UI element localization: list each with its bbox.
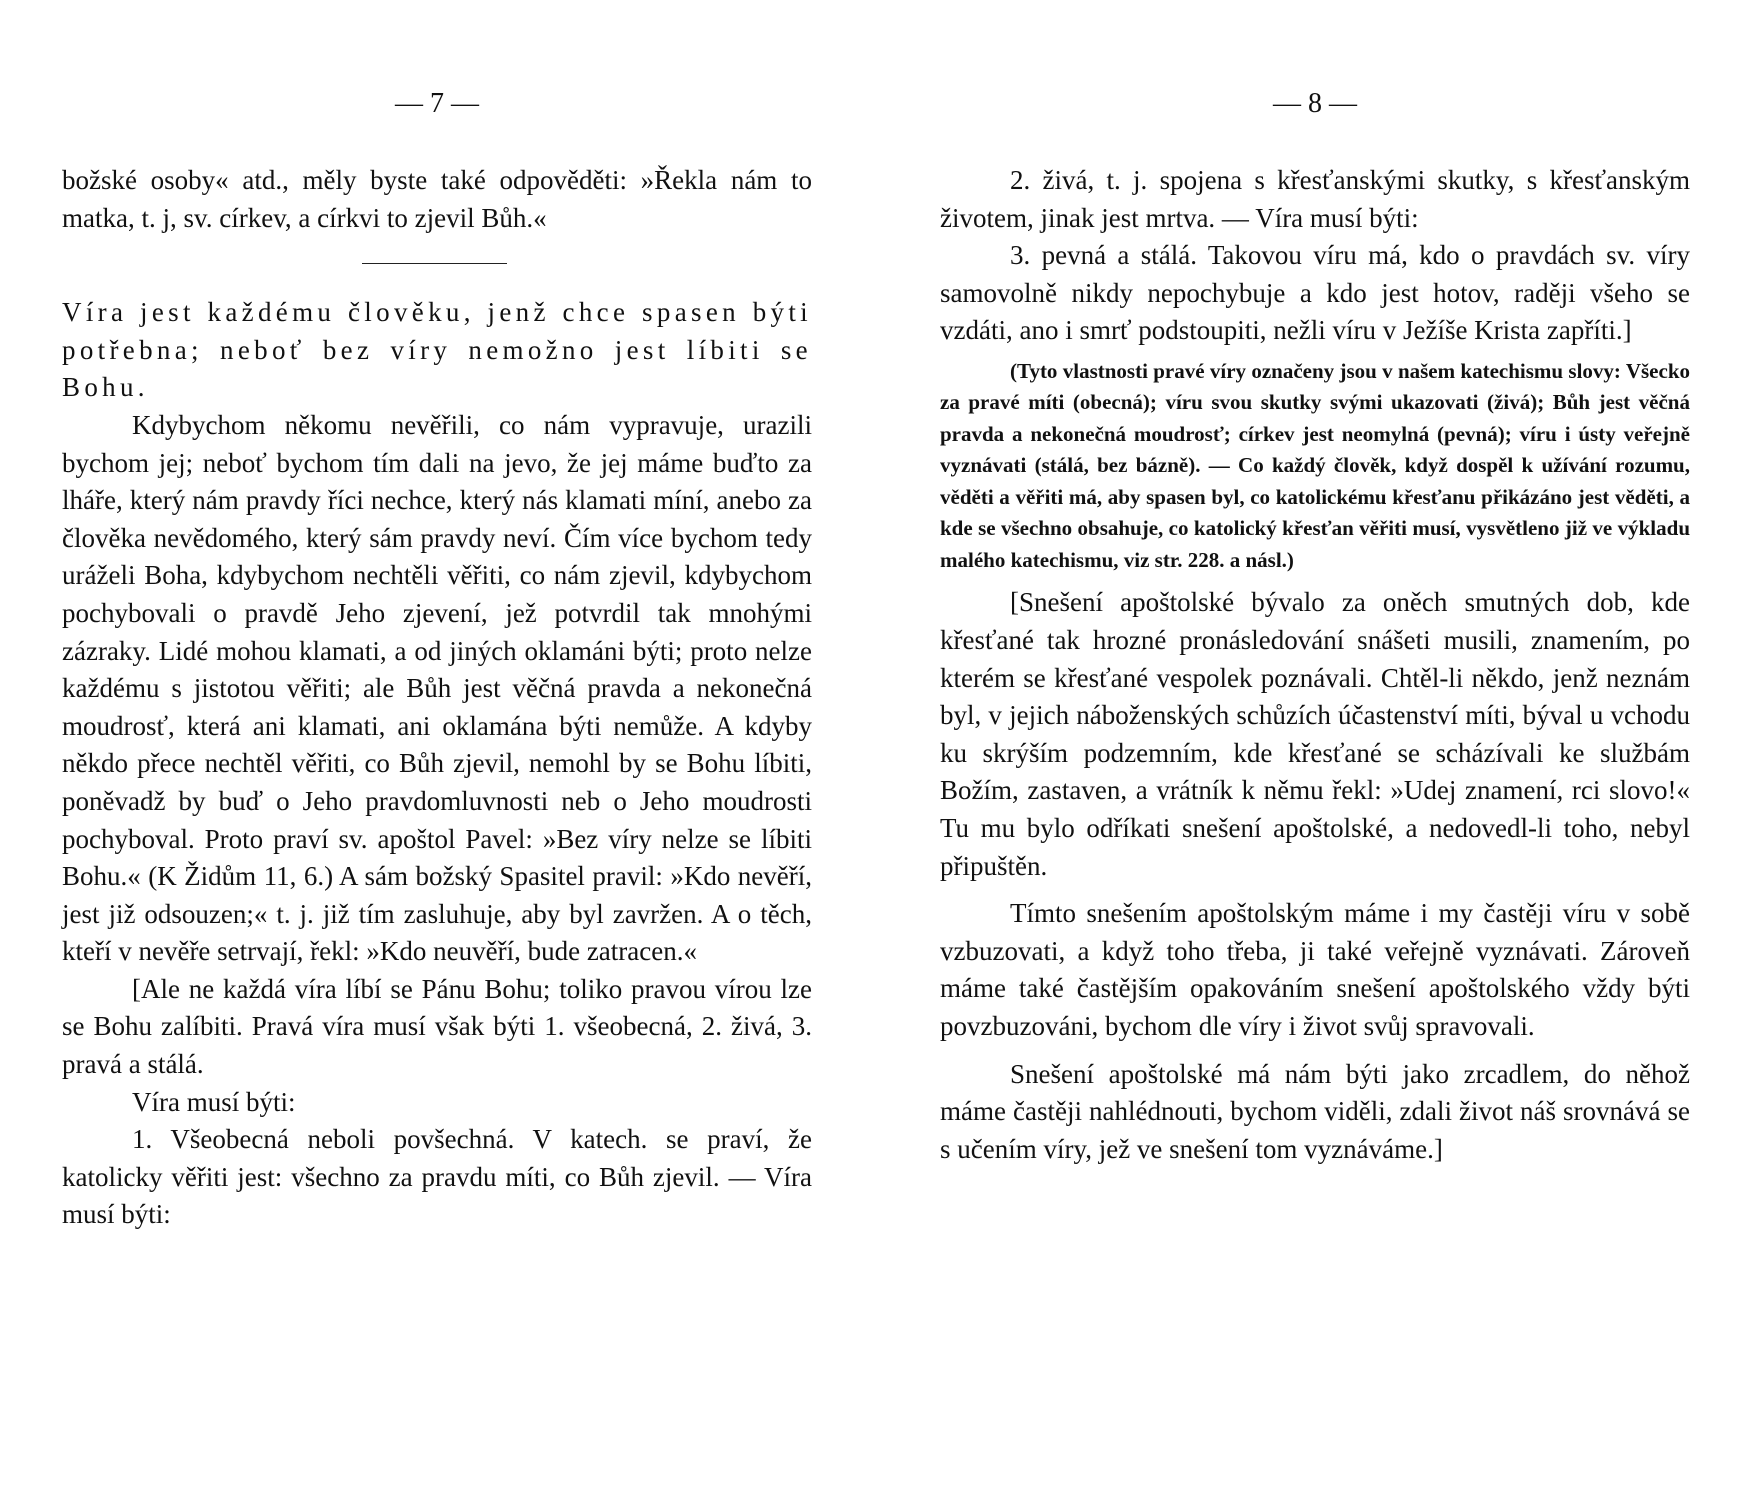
section-heading: Víra jest každému člověku, jenž chce spasen býti potřebna; neboť bez víry nemožno jest líbiti se Bohu. bbox=[62, 297, 812, 403]
paragraph: [Snešení apoštolské bývalo za oněch smutných dob, kde křesťané tak hrozné pronásledování snášeti musili, znamením, po kterém se křesťané vespolek poznávali. Chtěl-li někdo, jenž neznám byl, v jejich náboženských schůzích účastenství míti, býval u vchodu ku skrýším podzemním, kde křesťané se scházívali ke službám Božím, zastaven, a vrátník k němu řekl: »Udej znamení, rci slovo!« Tu mu bylo odříkati snešení apoštolské, a nedovedl-li toho, nebyl připuštěn. bbox=[940, 587, 1690, 881]
paragraph: 1. Všeobecná neboli povšechná. V katech. se praví, že katolicky věřiti jest: všechno za pravdu míti, co Bůh zjevil. — Víra musí býti: bbox=[62, 1124, 812, 1230]
page-text bbox=[62, 162, 812, 1234]
paragraph: božské osoby« atd., měly byste také odpověděti: »Řekla nám to matka, t. j, sv. církev, a církvi to zjevil Bůh.« bbox=[62, 165, 812, 233]
page-number: — 8 — bbox=[1273, 88, 1357, 119]
footnote-paragraph: (Tyto vlastnosti pravé víry označeny jsou v našem katechismu slovy: Všecko za pravé míti (obecná); víru svou skutky svými ukazovati (živá); Bůh jest věčná pravda a nekonečná moudrosť; církev jest neomylná (pevná); víru i ústy veřejně vyznávati (stálá, bez bázně). — Co každý člověk, když dospěl k užívání rozumu, věděti a věřiti má, aby spasen byl, co katolickému křesťanu přikázáno jest věděti, a kde se všechno obsahuje, co katolický křesťan věřiti musí, vysvětleno již ve výkladu malého katechismu, viz str. 228. a násl.) bbox=[940, 358, 1690, 572]
paragraph: Tímto snešením apoštolským máme i my častěji víru v sobě vzbuzovati, a když toho třeba, ji také veřejně vyznávati. Zároveň máme také častějším opakováním snešení apoštolského vždy býti povzbuzováni, bychom dle víry i život svůj spravovali. bbox=[940, 898, 1690, 1041]
right-page bbox=[940, 0, 1690, 1500]
section-divider bbox=[362, 263, 507, 264]
paragraph: Kdybychom někomu nevěřili, co nám vypravuje, urazili bychom jej; neboť bychom tím dali na jevo, že jej máme buďto za lháře, který nám pravdy říci nechce, který nás klamati míní, anebo za člověka nevědomého, který sám pravdy neví. Čím více bychom tedy uráželi Boha, kdybychom nechtěli věřiti, co nám zjevil, kdybychom pochybovali o pravdě Jeho zjevení, jež potvrdil tak mnohými zázraky. Lidé mohou klamati, a od jiných oklamáni býti; proto nelze každému s jistotou věřiti; ale Bůh jest věčná pravda a nekonečná moudrosť, která ani klamati, ani oklamána býti nemůže. A kdyby někdo přece nechtěl věřiti, co Bůh zjevil, nemohl by se Bohu líbiti, poněvadž by buď o Jeho pravdomluvnosti neb o Jeho moudrosti pochyboval. Proto praví sv. apoštol Pavel: »Bez víry nelze se líbiti Bohu.« (K Židům 11, 6.) A sám božský Spasitel pravil: »Kdo nevěří, jest již odsouzen;« t. j. již tím zasluhuje, aby byl zavržen. A o těch, kteří v nevěře setrvají, řekl: »Kdo neuvěří, bude zatracen.« bbox=[62, 409, 812, 967]
left-page bbox=[62, 0, 812, 1500]
paragraph: Víra musí býti: bbox=[132, 1086, 296, 1117]
paragraph: [Ale ne každá víra líbí se Pánu Bohu; toliko pravou vírou lze se Bohu zalíbiti. Pravá víra musí však býti 1. všeobecná, 2. živá, 3. pravá a stálá. bbox=[62, 973, 812, 1080]
paragraph: 2. živá, t. j. spojena s křesťanskými skutky, s křesťanským životem, jinak jest mrtva. — Víra musí býti: bbox=[940, 165, 1690, 233]
paragraph: 3. pevná a stálá. Takovou víru má, kdo o pravdách sv. víry samovolně nikdy nepochybuje a kdo jest hotov, raději všeho se vzdáti, ano i smrť podstoupiti, nežli víru v Ježíše Krista zapříti.] bbox=[940, 240, 1690, 346]
page-text bbox=[940, 162, 1690, 1168]
paragraph: Snešení apoštolské má nám býti jako zrcadlem, do něhož máme častěji nahlédnouti, bychom viděli, zdali život náš srovnává se s učením víry, jež ve snešení tom vyznáváme.] bbox=[940, 1058, 1690, 1164]
page-number: — 7 — bbox=[395, 88, 479, 119]
